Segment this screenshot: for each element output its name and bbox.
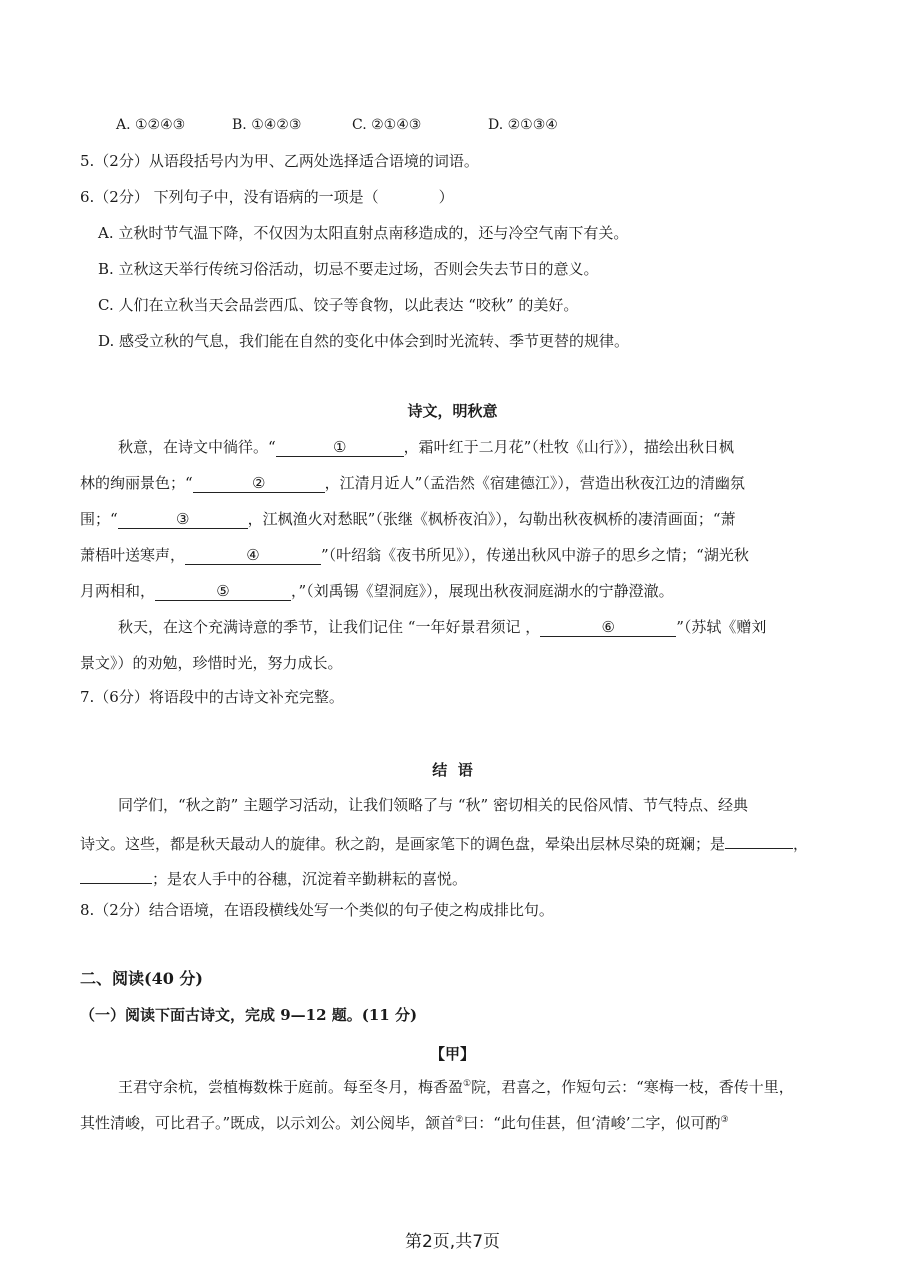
part-2-heading: 二、阅读(40 分) [80, 969, 203, 988]
question-6-stem: 6.（2分） 下列句子中，没有语病的一项是（ ） [80, 188, 454, 206]
blank-3[interactable]: ③ [118, 510, 248, 529]
blank-1[interactable]: ① [276, 438, 404, 457]
end-text: ， [793, 835, 809, 853]
q4-option-a: A. ①②④③ [116, 117, 186, 133]
poetry-line-3 [80, 509, 736, 529]
poetry-line-5 [80, 581, 674, 601]
end-text: ；是农人手中的谷穗，沉淀着辛勤耕耘的喜悦。 [152, 870, 468, 888]
poetry-text: ”（叶绍翁《夜书所见》），传递出秋风中游子的思乡之情；“湖光秋 [321, 546, 749, 564]
blank-7a[interactable] [725, 830, 793, 849]
q4-option-c: C. ②①④③ [352, 117, 422, 133]
poetry-text: 秋天，在这个充满诗意的季节，让我们记住 “一年好景君须记 ， [118, 618, 541, 636]
jia-text: 其性清峻，可比君子。”既成，以示刘公。刘公阅毕，颔首 [80, 1114, 456, 1132]
jia-line-2 [80, 1113, 729, 1133]
poetry-text: 围；“ [80, 510, 118, 528]
question-5: 5.（2分）从语段括号内为甲、乙两处选择适合语境的词语。 [80, 152, 479, 170]
q4-option-d: D. ②①③④ [488, 117, 558, 133]
end-line-1: 同学们，“秋之韵” 主题学习活动，让我们领略了与 “秋” 密切相关的民俗风情、节气特点、经典 [118, 796, 748, 814]
footnote-marker: ③ [720, 1115, 729, 1125]
blank-5[interactable]: ⑤ [155, 582, 291, 601]
blank-4[interactable]: ④ [185, 546, 321, 565]
poetry-line-2 [80, 473, 745, 493]
poetry-line-1 [118, 437, 734, 457]
jia-text: 曰：“此句佳甚，但‘清峻’二字，似可酌 [463, 1114, 721, 1132]
jia-text: 王君守余杭，尝植梅数株于庭前。每至冬月，梅香盈 [118, 1078, 464, 1096]
poetry-text: 萧梧叶送寒声， [80, 546, 186, 564]
poetry-text: ”（苏轼《赠刘 [676, 618, 767, 636]
poetry-text: ，江清月近人”（孟浩然《宿建德江》），营造出秋夜江边的清幽氛 [324, 474, 745, 492]
footnote-marker: ① [463, 1079, 472, 1089]
section-end-title: 结 语 [432, 761, 473, 779]
blank-7b[interactable] [80, 865, 152, 884]
poetry-text: ，”（刘禹锡《望洞庭》），展现出秋夜洞庭湖水的宁静澄澈。 [291, 582, 674, 600]
poetry-line-7: 景文》）的劝勉，珍惜时光，努力成长。 [80, 654, 343, 672]
q4-option-b: B. ①④②③ [232, 117, 302, 133]
poetry-text: 林的绚丽景色；“ [80, 474, 193, 492]
question-7: 7.（6分）将语段中的古诗文补充完整。 [80, 688, 344, 706]
poetry-text: 月两相和， [80, 582, 156, 600]
end-text: 诗文。这些，都是秋天最动人的旋律。秋之韵，是画家笔下的调色盘，晕染出层林尽染的斑斓；是 [80, 835, 726, 853]
question-6-option-c: C. 人们在立秋当天会品尝西瓜、饺子等食物，以此表达 “咬秋” 的美好。 [98, 296, 579, 314]
blank-2[interactable]: ② [193, 474, 325, 493]
poetry-text: ，霜叶红于二月花”（杜牧《山行》），描绘出秋日枫 [403, 438, 734, 456]
question-6-option-b: B. 立秋这天举行传统习俗活动，切忌不要走过场，否则会失去节日的意义。 [98, 260, 599, 278]
poetry-line-6 [118, 617, 766, 637]
section-poetry-title: 诗文，明秋意 [407, 402, 498, 420]
footnote-marker: ② [455, 1115, 464, 1125]
end-line-2 [80, 830, 808, 854]
subsection-1-heading: （一）阅读下面古诗文，完成 9—12 题。(11 分) [80, 1006, 418, 1024]
question-6-option-a: A. 立秋时节气温下降，不仅因为太阳直射点南移造成的，还与冷空气南下有关。 [98, 224, 629, 242]
poetry-line-4 [80, 545, 749, 565]
jia-line-1 [118, 1077, 794, 1097]
poetry-text: ，江枫渔火对愁眠”（张继《枫桥夜泊》），勾勒出秋夜枫桥的凄清画面；“萧 [247, 510, 736, 528]
jia-title: 【甲】 [429, 1045, 475, 1063]
blank-6[interactable]: ⑥ [540, 618, 676, 637]
poetry-text: 秋意，在诗文中徜徉。“ [118, 438, 276, 456]
jia-text: 院，君喜之，作短句云：“寒梅一枝，香传十里， [471, 1078, 794, 1096]
page-footer: 第2页,共7页 [404, 1232, 501, 1252]
end-line-3 [80, 865, 467, 889]
question-6-option-d: D. 感受立秋的气息，我们能在自然的变化中体会到时光流转、季节更替的规律。 [98, 332, 630, 350]
question-8: 8.（2分）结合语境，在语段横线处写一个类似的句子使之构成排比句。 [80, 901, 554, 919]
